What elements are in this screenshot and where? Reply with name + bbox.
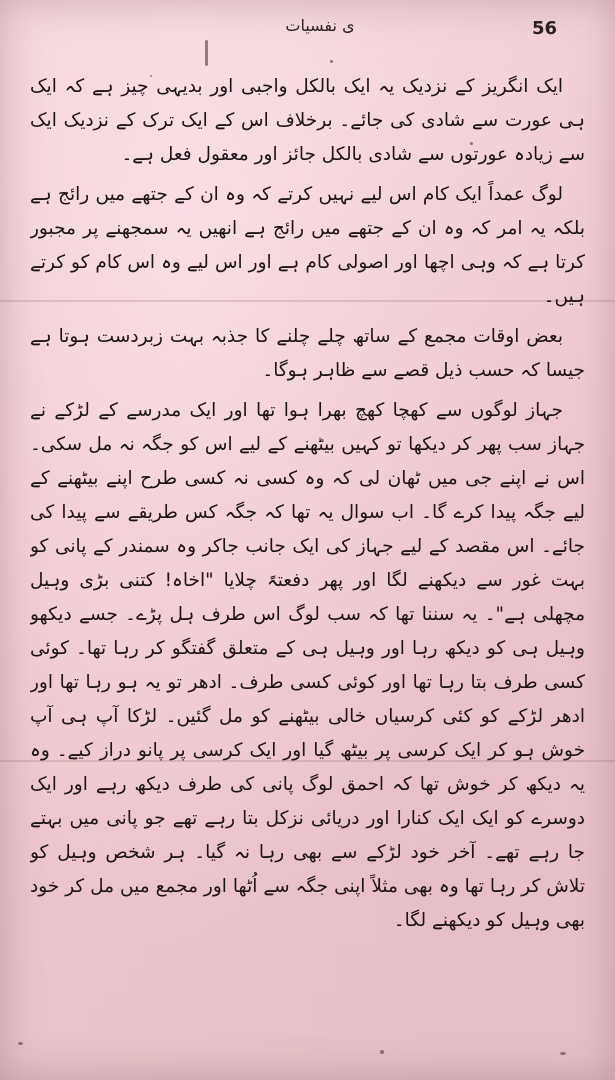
ink-speck xyxy=(330,60,333,63)
paragraph-4: جہاز لوگوں سے کھچا کھچ بھرا ہوا تھا اور ایک مدرسے کے لڑکے نے جہاز سب پھر کر دیکھا تو کہیں بیٹھنے کے لیے اس کو جگہ نہ مل سکی۔ اس نے اپنے جی میں ٹھان لی کہ وہ کسی نہ کسی طرح اپنے بیٹھنے کے لیے جگہ پیدا کرے گا۔ اب سوال یہ تھا کہ جگہ کس طریقے سے پیدا کی جائے۔ اس مقصد کے لیے جہاز کی ایک جانب جاکر وہ سمندر کے پانی کو بہت غور سے دیکھنے لگا اور پھر دفعتہً چلایا "اخاہ! کتنی بڑی وہیل مچھلی ہے"۔ یہ سننا تھا کہ سب لوگ اس طرف ہل پڑے۔ جسے دیکھو وہیل ہی کو دیکھ رہا اور وہیل ہی کے متعلق گفتگو کر رہا تھا۔ کوئی کسی طرف بتا رہا تھا اور کوئی کسی طرف۔ ادھر تو یہ ہو رہا تھا اور ادھر لڑکے کو کئی کرسیاں خالی بیٹھنے کو مل گئیں۔ لڑکا آپ ہی آپ خوش ہو کر ایک کرسی پر بیٹھ گیا اور ایک کرسی پر پانو دراز کیے۔ وہ یہ دیکھ کر خوش تھا کہ احمق لوگ پانی کی طرف دیکھ رہے اور ایک دوسرے کو ایک ایک کنارا اور دریائی نزکل بتا رہے تھے جو پانی میں بہتے جا رہے تھے۔ آخر خود لڑکے سے بھی رہا نہ گیا۔ ہر شخص وہیل کو تلاش کر رہا تھا وہ بھی مثلاً اپنی جگہ سے اُٹھا اور مجمع میں مل کر خود بھی وہیل کو دیکھنے لگا۔ xyxy=(30,400,585,931)
running-head: ی نفسیات xyxy=(285,16,355,35)
page-number: 56 xyxy=(532,18,558,39)
ink-mark xyxy=(205,40,208,66)
ink-speck xyxy=(18,1042,23,1045)
body-text xyxy=(30,70,585,1060)
paragraph-2: لوگ عمداً ایک کام اس لیے نہیں کرتے کہ وہ ان کے جتھے میں رائج ہے بلکہ یہ امر کہ وہ ان کے جتھے میں رائج ہے انھیں یہ سمجھنے پر مجبور کرتا ہے کہ وہی اچھا اور اصولی کام ہے اور اس لیے وہ اس کام کو کرتے ہیں۔ xyxy=(30,184,585,307)
paragraph-3: بعض اوقات مجمع کے ساتھ چلے چلنے کا جذبہ بہت زبردست ہوتا ہے جیسا کہ حسب ذیل قصے سے ظاہر ہوگا۔ xyxy=(30,326,585,381)
paragraph-1: ایک انگریز کے نزدیک یہ ایک بالکل واجبی اور بدیہی چیز ہے کہ ایک ہی عورت سے شادی کی جائے۔ برخلاف اس کے ایک ترک کے نزدیک ایک سے زیادہ عورتوں سے شادی بالکل جائز اور معقول فعل ہے۔ xyxy=(30,76,585,165)
